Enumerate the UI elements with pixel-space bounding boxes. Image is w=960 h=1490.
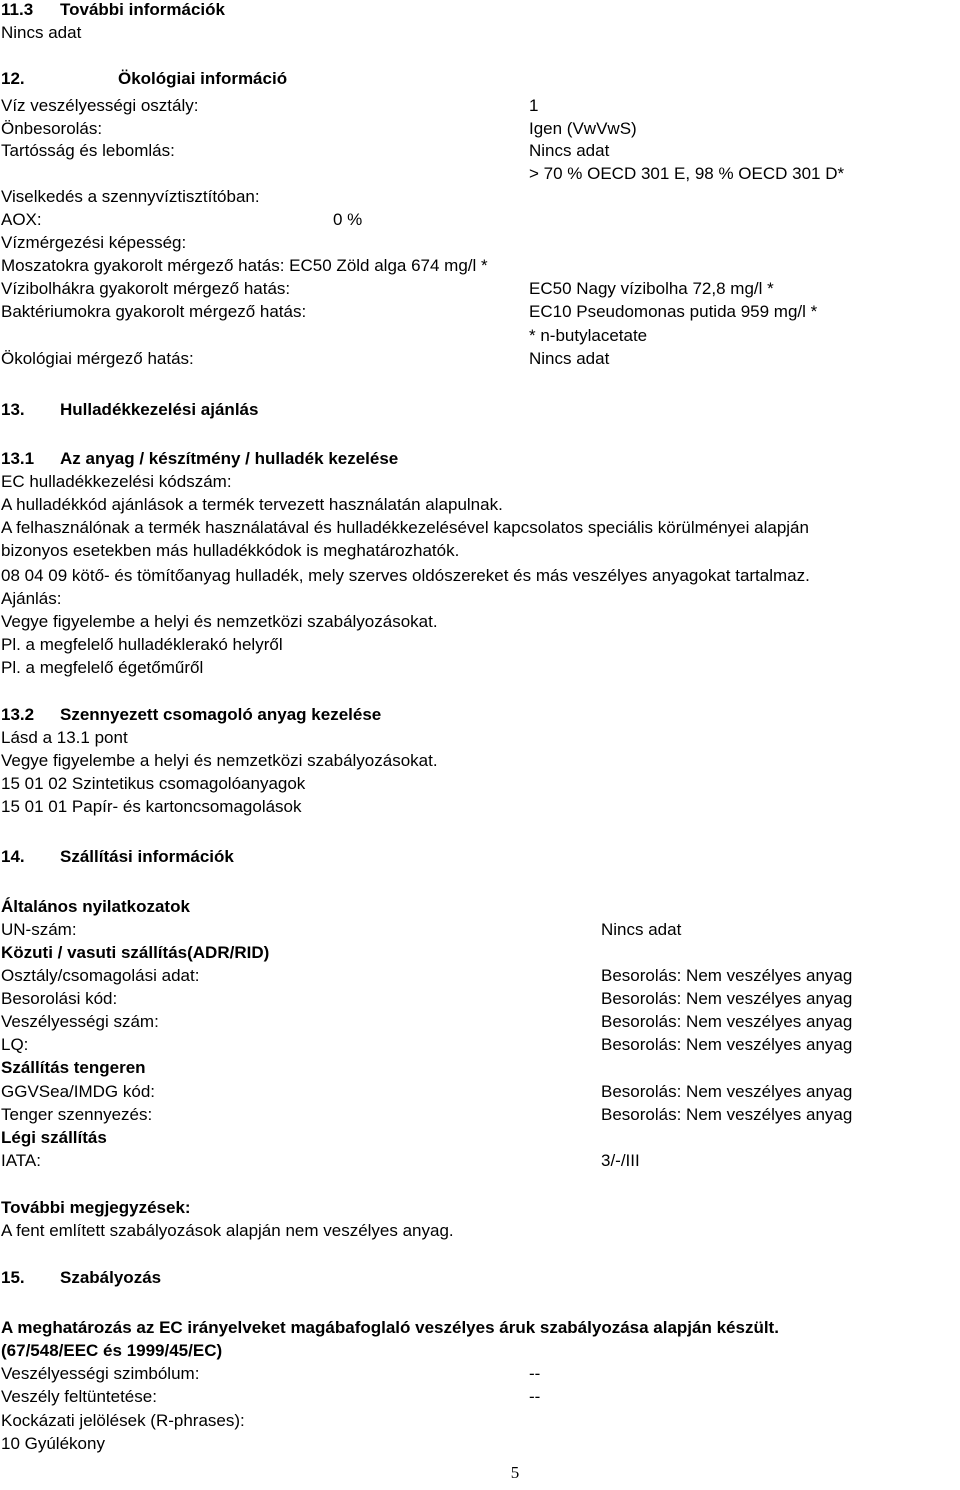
section-11-3-value: Nincs adat <box>1 23 82 42</box>
besorolasi-label: Besorolási kód: <box>1 989 118 1008</box>
tovabbi-text: A fent említett szabályozások alapján nem veszélyes anyag. <box>1 1221 454 1240</box>
szimbolum-value: -- <box>529 1364 541 1383</box>
vizibolha-value: EC50 Nagy vízibolha 72,8 mg/l * <box>529 279 774 298</box>
viselkedes-label: Viselkedés a szennyvíztisztítóban: <box>1 187 260 206</box>
aox-label: AOX: <box>1 210 42 229</box>
imdg-label: GGVSea/IMDG kód: <box>1 1082 155 1101</box>
section-14-number: 14. <box>1 847 25 866</box>
section-15-number: 15. <box>1 1268 25 1287</box>
bakterium-value: EC10 Pseudomonas putida 959 mg/l * <box>529 302 818 321</box>
vizibolha-label: Vízibolhákra gyakorolt mérgező hatás: <box>1 279 291 298</box>
okologiai-value: Nincs adat <box>529 349 610 368</box>
feltuntetes-value: -- <box>529 1387 541 1406</box>
altalanos-heading: Általános nyilatkozatok <box>1 897 190 916</box>
section-12-number: 12. <box>1 69 25 88</box>
kozuti-heading: Közuti / vasuti szállítás(ADR/RID) <box>1 943 270 962</box>
iata-value: 3/-/III <box>601 1151 640 1170</box>
un-label: UN-szám: <box>1 920 77 939</box>
viz-label: Víz veszélyességi osztály: <box>1 96 199 115</box>
lq-label: LQ: <box>1 1035 29 1054</box>
s13-line-7: Vegye figyelembe a helyi és nemzetközi szabályozásokat. <box>1 612 438 631</box>
page-number: 5 <box>510 1463 520 1482</box>
s13-2-line-2: Vegye figyelembe a helyi és nemzetközi szabályozásokat. <box>1 751 438 770</box>
kockazati-label: Kockázati jelölések (R-phrases): <box>1 1411 245 1430</box>
s13-2-line-3: 15 01 02 Szintetikus csomagolóanyagok <box>1 774 306 793</box>
s13-line-6: Ajánlás: <box>1 589 62 608</box>
s13-2-line-4: 15 01 01 Papír- és kartoncsomagolások <box>1 797 302 816</box>
imdg-value: Besorolás: Nem veszélyes anyag <box>601 1082 853 1101</box>
section-13-2-title: Szennyezett csomagoló anyag kezelése <box>60 705 382 724</box>
section-13-2-number: 13.2 <box>1 705 35 724</box>
tartossag-label: Tartósság és lebomlás: <box>1 141 175 160</box>
onbesorolas-label: Önbesorolás: <box>1 119 103 138</box>
s13-line-3: A felhasználónak a termék használatával és hulladékkezelésével kapcsolatos speciális körülményei alapján <box>1 518 809 537</box>
section-13-title: Hulladékkezelési ajánlás <box>60 400 259 419</box>
s13-line-5: 08 04 09 kötő- és tömítőanyag hulladék, mely szerves oldószereket és más veszélyes anyagokat tartalmaz. <box>1 566 810 585</box>
moszatokra-line: Moszatokra gyakorolt mérgező hatás: EC50 Zöld alga 674 mg/l * <box>1 256 488 275</box>
veszelyessegi-value: Besorolás: Nem veszélyes anyag <box>601 1012 853 1031</box>
s13-line-4: bizonyos esetekben más hulladékkódok is meghatározhatók. <box>1 541 460 560</box>
section-11-3-number: 11.3 <box>1 0 34 19</box>
s13-line-8: Pl. a megfelelő hulladéklerakó helyről <box>1 635 283 654</box>
r10-line: 10 Gyúlékony <box>1 1434 105 1453</box>
onbesorolas-value: Igen (VwVwS) <box>529 119 637 138</box>
tenger-value: Besorolás: Nem veszélyes anyag <box>601 1105 853 1124</box>
un-value: Nincs adat <box>601 920 682 939</box>
s13-line-2: A hulladékkód ajánlások a termék tervezett használatán alapulnak. <box>1 495 503 514</box>
tengeren-heading: Szállítás tengeren <box>1 1058 146 1077</box>
tartossag-value-2: > 70 % OECD 301 E, 98 % OECD 301 D* <box>529 164 845 183</box>
s13-line-9: Pl. a megfelelő égetőműről <box>1 658 204 677</box>
iata-label: IATA: <box>1 1151 41 1170</box>
section-14-title: Szállítási információk <box>60 847 234 866</box>
tenger-label: Tenger szennyezés: <box>1 1105 153 1124</box>
section-12-title: Ökológiai információ <box>118 69 288 88</box>
section-15-title: Szabályozás <box>60 1268 162 1287</box>
legi-heading: Légi szállítás <box>1 1128 107 1147</box>
vizmergezes-label: Vízmérgezési képesség: <box>1 233 187 252</box>
viz-value: 1 <box>529 96 539 115</box>
s13-line-1: EC hulladékkezelési kódszám: <box>1 472 232 491</box>
tartossag-value: Nincs adat <box>529 141 610 160</box>
tovabbi-heading: További megjegyzések: <box>1 1198 191 1217</box>
s15-bold-line-2: (67/548/EEC és 1999/45/EC) <box>1 1341 223 1360</box>
bakterium-note: * n-butylacetate <box>529 326 648 345</box>
veszelyessegi-label: Veszélyességi szám: <box>1 1012 159 1031</box>
bakterium-label: Baktériumokra gyakorolt mérgező hatás: <box>1 302 307 321</box>
lq-value: Besorolás: Nem veszélyes anyag <box>601 1035 853 1054</box>
okologiai-label: Ökológiai mérgező hatás: <box>1 349 194 368</box>
aox-value: 0 % <box>333 210 363 229</box>
osztaly-value: Besorolás: Nem veszélyes anyag <box>601 966 853 985</box>
feltuntetes-label: Veszély feltüntetése: <box>1 1387 157 1406</box>
besorolasi-value: Besorolás: Nem veszélyes anyag <box>601 989 853 1008</box>
s15-bold-line-1: A meghatározás az EC irányelveket magábafoglaló veszélyes áruk szabályozása alapján készült. <box>1 1318 779 1337</box>
szimbolum-label: Veszélyességi szimbólum: <box>1 1364 200 1383</box>
section-13-1-title: Az anyag / készítmény / hulladék kezelése <box>60 449 399 468</box>
section-13-number: 13. <box>1 400 25 419</box>
section-11-3-title: További információk <box>60 0 225 19</box>
s13-2-line-1: Lásd a 13.1 pont <box>1 728 128 747</box>
osztaly-label: Osztály/csomagolási adat: <box>1 966 200 985</box>
section-13-1-number: 13.1 <box>1 449 35 468</box>
